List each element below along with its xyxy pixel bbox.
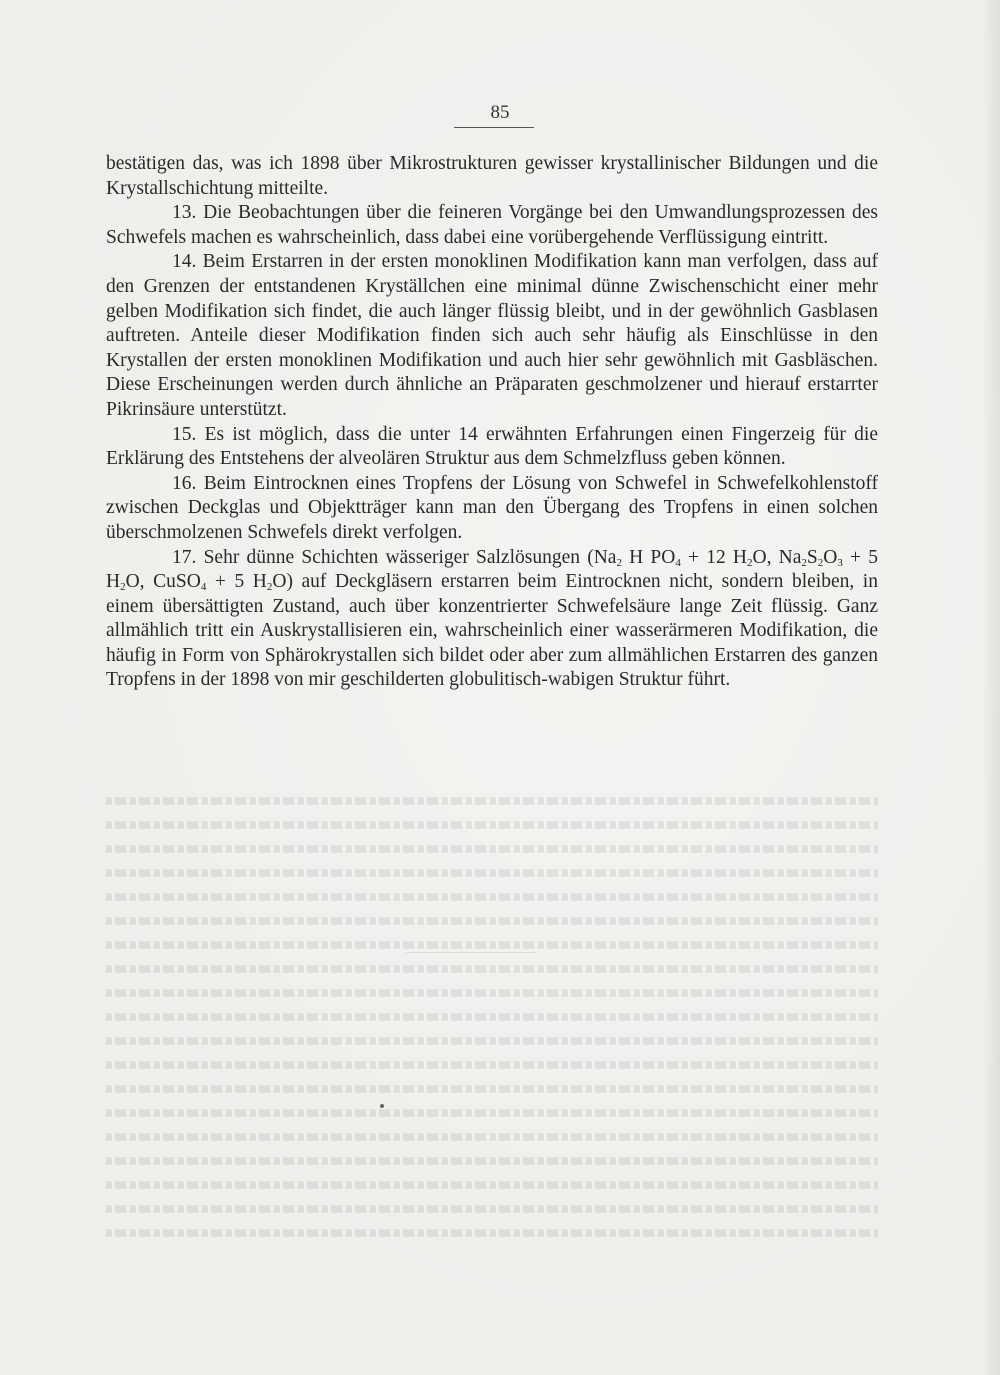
bleed-line (106, 1157, 878, 1165)
text-segment: + 5 H (106, 546, 878, 593)
text-segment: 17. Sehr dünne Schichten wässeriger Salzlösungen (Na (172, 546, 617, 568)
page-edge-shadow (982, 0, 1000, 1375)
subscript: 2 (120, 581, 126, 594)
bleed-line (106, 1013, 878, 1021)
subscript: 4 (675, 556, 681, 569)
paragraph-14: 14. Beim Erstarren in der ersten monoklinen Modifikation kann man verfolgen, dass auf den Grenzen der entstandenen Kryställchen eine minimal dünne Zwischenschicht einer mehr gelben Modifikation sich findet, die auch länger flüssig bleibt, und in der gewöhnlich Gasblasen auftreten. Anteile dieser Modifikation finden sich auch sehr häufig als Einschlüsse in den Krystallen der ersten monoklinen Modifikation und auch hier sehr gewöhnlich mit Gasbläschen. Diese Erscheinungen werden durch ähnliche an Präparaten geschmolzener und hierauf erstarrter Pikrinsäure unterstützt. (106, 251, 878, 420)
bleed-line (106, 965, 878, 973)
bleed-line (106, 797, 878, 805)
text-segment: O, CuSO (125, 571, 201, 593)
text-segment: H PO (621, 546, 676, 568)
bleed-through-text (106, 790, 878, 1260)
bleed-rule (406, 952, 536, 953)
subscript: 2 (266, 581, 273, 594)
text-segment: O, Na (752, 546, 802, 568)
ink-speck (380, 1104, 384, 1108)
bleed-line (106, 845, 878, 853)
subscript: 3 (837, 556, 843, 569)
bleed-line (106, 821, 878, 829)
bleed-line (106, 869, 878, 877)
paragraph-15: 15. Es ist möglich, dass die unter 14 erwähnten Erfahrungen einen Fingerzeig für die Erklärung des Entstehens der alveolären Struktur aus dem Schmelzfluss geben können. (106, 423, 878, 470)
bleed-line (106, 917, 878, 925)
bleed-line (106, 893, 878, 901)
text-segment: O (823, 546, 838, 568)
bleed-line (106, 989, 878, 997)
bleed-line (106, 1133, 878, 1141)
bleed-line (106, 1109, 878, 1117)
subscript: 2 (801, 556, 807, 569)
header-rule (454, 127, 534, 128)
bleed-line (106, 1229, 878, 1237)
paragraph-17 (106, 546, 878, 694)
text-segment: O) auf Deckgläsern erstarren beim Eintrocknen nicht, sondern bleiben, in einem übersättigten Zustand, auch über konzentrierter Schwefelsäure lange Zeit flüssig. Ganz allmählich tritt ein Auskrystallisieren ein, wahrscheinlich einer wasserärmeren Modifikation, die häufig in Form von Sphärokrystallen sich bildet oder aber zum allmählichen Erstarren des ganzen Tropfens in der 1898 von mir geschilderten globulitisch-wabigen Struktur führt. (106, 571, 878, 691)
bleed-line (106, 1181, 878, 1189)
subscript: 4 (200, 581, 207, 594)
bleed-line (106, 1061, 878, 1069)
subscript: 2 (817, 556, 824, 569)
subscript: 2 (616, 556, 622, 569)
text-segment: + 5 H (206, 571, 267, 593)
text-segment: + 12 H (680, 546, 748, 568)
paragraph-16: 16. Beim Eintrocknen eines Tropfens der Lösung von Schwefel in Schwefelkohlenstoff zwischen Deckglas und Objektträger kann man den Übergang des Tropfens in einen solchen überschmolzenen Schwefels direkt verfolgen. (106, 472, 878, 543)
bleed-line (106, 1205, 878, 1213)
subscript: 2 (747, 556, 753, 569)
bleed-line (106, 941, 878, 949)
paragraph-continuation: bestätigen das, was ich 1898 über Mikrostrukturen gewisser krystallinischer Bildungen und die Krystallschichtung mitteilte. (106, 153, 878, 199)
page-number: 85 (490, 102, 510, 123)
bleed-line (106, 1037, 878, 1045)
bleed-line (106, 1085, 878, 1093)
text-segment: S (806, 546, 818, 568)
body-text (106, 152, 878, 693)
paragraph-13: 13. Die Beobachtungen über die feineren Vorgänge bei den Umwandlungsprozessen des Schwefels machen es wahrscheinlich, dass dabei eine vorübergehende Verflüssigung eintritt. (106, 202, 878, 248)
